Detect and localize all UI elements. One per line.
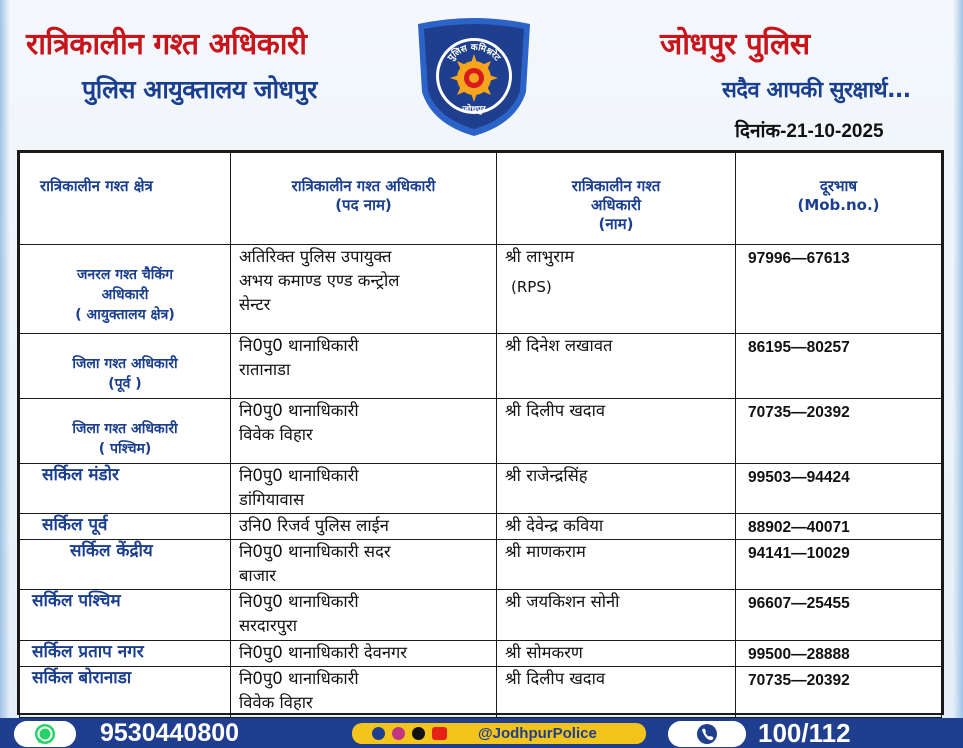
x-icon	[412, 727, 425, 740]
table-row	[20, 464, 942, 514]
post-cell: नि0पु0 थानाधिकारी विवेक विहार	[231, 667, 497, 718]
phone-cell: 94141—10029	[736, 540, 942, 590]
col-header-post: रात्रिकालीन गश्त अधिकारी (पद नाम)	[231, 153, 497, 245]
table-row	[20, 641, 942, 667]
phone-cell: 99500—28888	[736, 641, 942, 667]
area-cell: सर्किल पश्चिम	[20, 590, 231, 641]
phone-cell: 70735—20392	[736, 399, 942, 464]
post-cell: अतिरिक्त पुलिस उपायुक्त अभय कमाण्ड एण्ड कन्ट्रोल सेन्टर	[231, 245, 497, 334]
phone-cell: 86195—80257	[736, 334, 942, 399]
area-cell: जिला गश्त अधिकारी ( पश्चिम)	[20, 399, 231, 464]
table-row	[20, 334, 942, 399]
name-cell: श्री माणकराम	[497, 540, 736, 590]
name-cell: श्री जयकिशन सोनी	[497, 590, 736, 641]
table-header-row	[20, 153, 942, 245]
post-cell: नि0पु0 थानाधिकारी देवनगर	[231, 641, 497, 667]
post-cell: नि0पु0 थानाधिकारी रातानाडा	[231, 334, 497, 399]
area-cell: सर्किल मंडोर	[20, 464, 231, 514]
area-cell: सर्किल पूर्व	[20, 514, 231, 540]
name-cell: श्री दिलीप खदाव	[497, 667, 736, 718]
phone-cell: 96607—25455	[736, 590, 942, 641]
area-cell: सर्किल केंद्रीय	[20, 540, 231, 590]
col-header-phone: दूरभाष (Mob.no.)	[736, 153, 942, 245]
org-tagline: सदैव आपकी सुरक्षार्थ...	[722, 78, 911, 103]
post-cell: नि0पु0 थानाधिकारी सदर बाजार	[231, 540, 497, 590]
table-row	[20, 245, 942, 334]
name-cell: श्री दिलीप खदाव	[497, 399, 736, 464]
facebook-icon	[372, 727, 385, 740]
table-row	[20, 540, 942, 590]
phone-cell: 99503—94424	[736, 464, 942, 514]
page-subtitle: पुलिस आयुक्तालय जोधपुर	[82, 75, 317, 104]
name-cell: श्री दिनेश लखावत	[497, 334, 736, 399]
table-row	[20, 667, 942, 718]
name-cell: श्री देवेन्द्र कविया	[497, 514, 736, 540]
police-emblem-icon	[412, 14, 536, 138]
whatsapp-number: 9530440800	[100, 719, 240, 747]
emblem-bottom-text: जोधपुर	[462, 105, 486, 115]
post-cell: नि0पु0 थानाधिकारी विवेक विहार	[231, 399, 497, 464]
emblem-top-text: पुलिस कमिश्नरेट	[446, 42, 502, 64]
emergency-number: 100/112	[758, 718, 851, 748]
name-cell: श्री लाभुराम (RPS)	[497, 245, 736, 334]
table-row	[20, 590, 942, 641]
area-cell: सर्किल प्रताप नगर	[20, 641, 231, 667]
instagram-icon	[392, 727, 405, 740]
page-title: रात्रिकालीन गश्त अधिकारी	[26, 27, 307, 62]
notice-date: दिनांक-21-10-2025	[735, 121, 884, 142]
phone-cell: 88902—40071	[736, 514, 942, 540]
name-cell: श्री सोमकरण	[497, 641, 736, 667]
patrol-officer-table	[17, 150, 944, 715]
phone-cell: 97996—67613	[736, 245, 942, 334]
whatsapp-icon	[14, 721, 76, 747]
area-cell: जिला गश्त अधिकारी (पूर्व )	[20, 334, 231, 399]
table-row	[20, 514, 942, 540]
post-cell: नि0पु0 थानाधिकारी डांगियावास	[231, 464, 497, 514]
table-row	[20, 399, 942, 464]
rank-suffix: (RPS)	[511, 278, 552, 296]
name-cell: श्री राजेन्द्रसिंह	[497, 464, 736, 514]
post-cell: नि0पु0 थानाधिकारी सरदारपुरा	[231, 590, 497, 641]
phone-icon	[668, 721, 746, 747]
area-cell: सर्किल बोरानाडा	[20, 667, 231, 718]
phone-cell: 70735—20392	[736, 667, 942, 718]
col-header-name: रात्रिकालीन गश्त अधिकारी (नाम)	[497, 153, 736, 245]
org-title: जोधपुर पुलिस	[660, 27, 810, 62]
col-header-area: रात्रिकालीन गश्त क्षेत्र	[20, 153, 231, 245]
area-cell: जनरल गश्त चैकिंग अधिकारी ( आयुक्तालय क्षेत्र)	[20, 245, 231, 334]
social-handle: @JodhpurPolice	[478, 725, 597, 742]
youtube-icon	[432, 727, 447, 740]
post-cell: उनि0 रिजर्व पुलिस लाईन	[231, 514, 497, 540]
